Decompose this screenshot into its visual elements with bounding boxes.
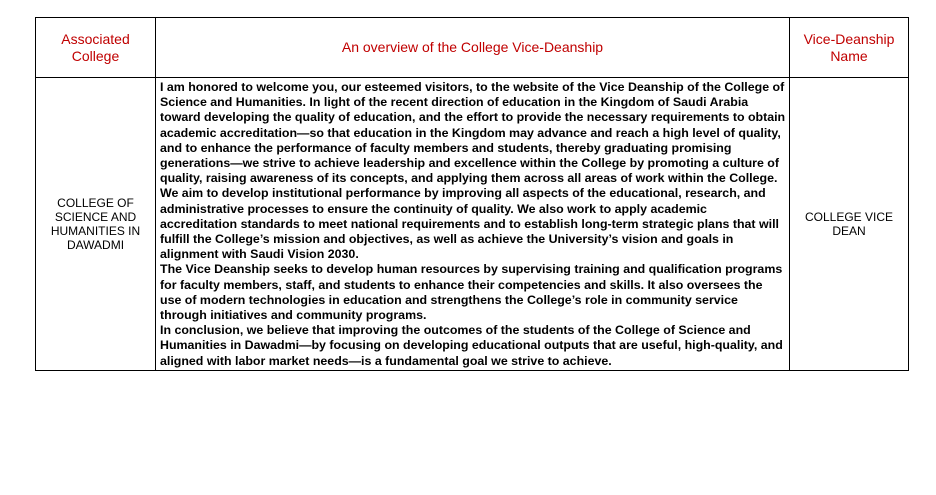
overview-paragraph-3: The Vice Deanship seeks to develop human resources by supervising training and qualification programs for faculty members, staff, and students to enhance their competencies and skills. It also oversees the use of modern technologies in education and strengthens the College’s role in community service through initiatives and community programs.	[160, 262, 783, 323]
header-row	[36, 18, 909, 78]
vice-deanship-table	[35, 17, 909, 371]
header-vice-deanship-name: Vice-Deanship Name	[790, 18, 909, 78]
overview-cell	[156, 78, 790, 371]
table-row	[36, 78, 909, 371]
header-associated-college: Associated College	[36, 18, 156, 78]
header-overview: An overview of the College Vice-Deanship	[156, 18, 790, 78]
overview-paragraph-1: I am honored to welcome you, our esteemed visitors, to the website of the Vice Deanship of the College of Science and Humanities. In light of the recent direction of education in the Kingdom of Saudi Arabia toward developing the quality of education, and the effort to provide the necessary requirements to obtain academic accreditation—so that education in the Kingdom may advance and reach a high level of quality, and to enhance the performance of faculty members and students, thereby graduating promising generations—we strive to achieve leadership and excellence within the College by promoting a culture of quality, raising awareness of its concepts, and applying them across all areas of work within the College.	[160, 80, 786, 186]
vice-deanship-name-cell: COLLEGE VICE DEAN	[790, 78, 909, 371]
overview-paragraph-4: In conclusion, we believe that improving the outcomes of the students of the College of Science and Humanities in Dawadmi—by focusing on developing educational outputs that are useful, high-quality, and aligned with labor market needs—is a fundamental goal we strive to achieve.	[160, 323, 783, 368]
college-cell: COLLEGE OF SCIENCE AND HUMANITIES IN DAWADMI	[36, 78, 156, 371]
overview-paragraph-2: We aim to develop institutional performance by improving all aspects of the educational, research, and administrative processes to ensure the continuity of quality. We also work to apply academic accreditation standards to meet national requirements and to establish long-term strategic plans that will fulfill the College’s mission and objectives, as well as achieve the University’s vision and goals in alignment with Saudi Vision 2030.	[160, 186, 779, 262]
